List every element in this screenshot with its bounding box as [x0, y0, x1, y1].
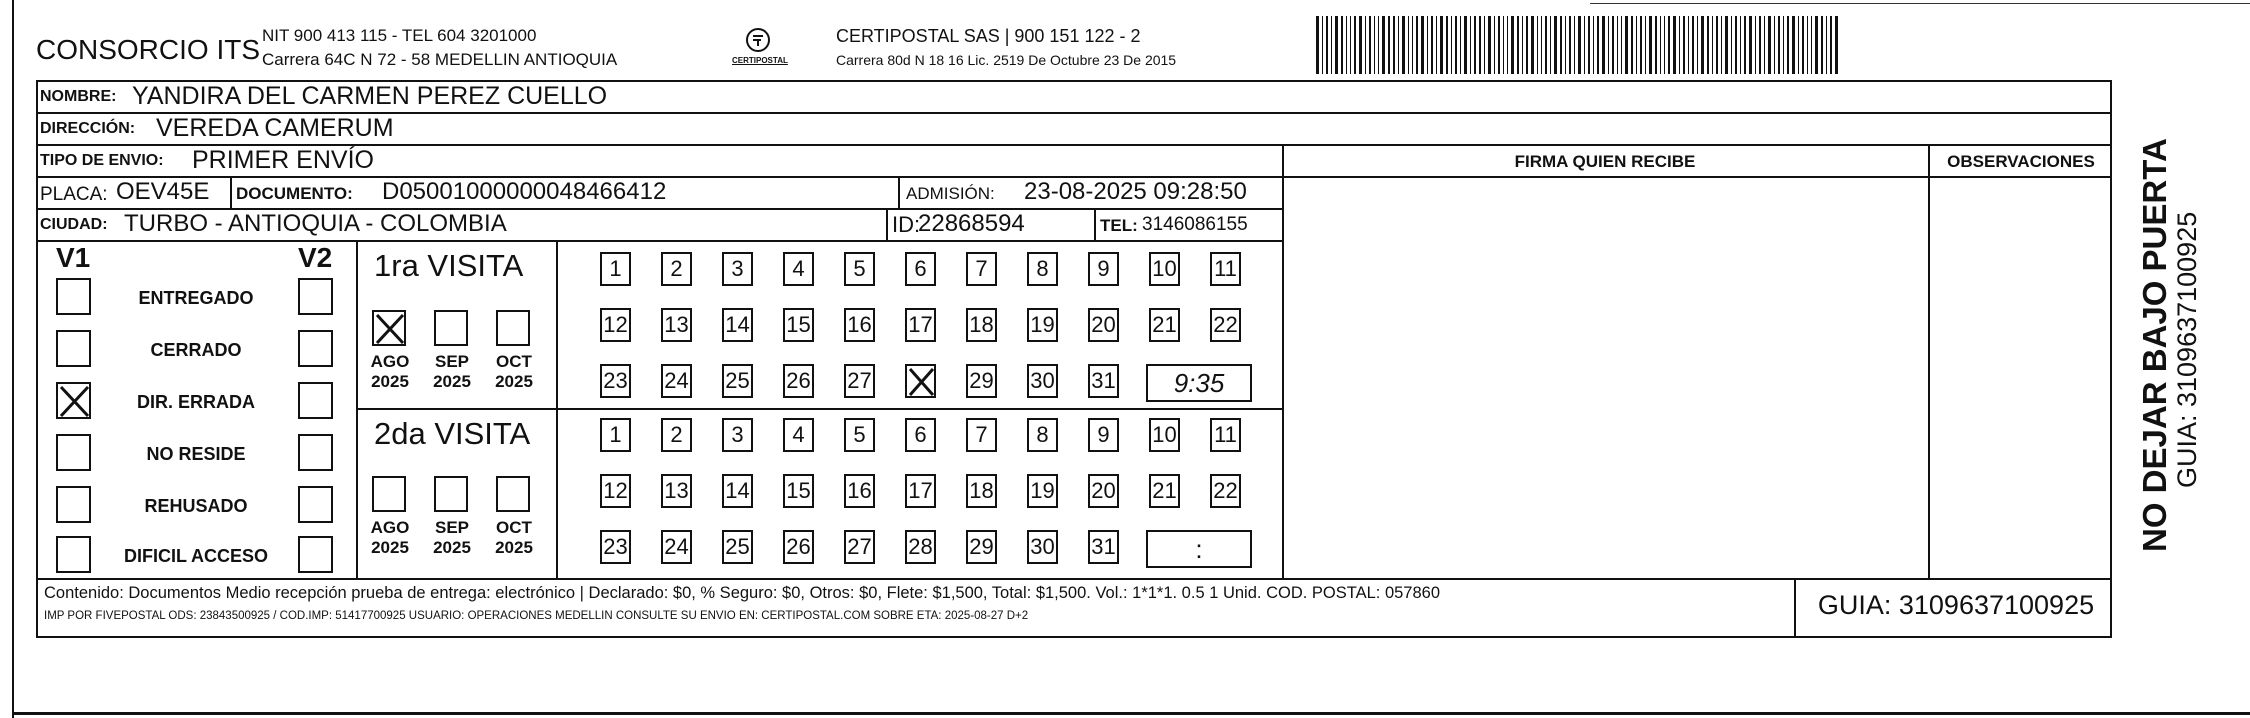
col-divider	[1794, 578, 1796, 638]
barcode-bar	[1412, 16, 1413, 74]
barcode-bar	[1440, 16, 1443, 74]
status-label: CERRADO	[150, 340, 242, 360]
barcode-bar	[1378, 16, 1379, 74]
status-label: NO RESIDE	[146, 444, 246, 464]
barcode-bar	[1679, 16, 1680, 74]
barcode-bar	[1494, 16, 1495, 74]
day-box-19[interactable]: 19	[1027, 474, 1058, 508]
month-checkbox-ago[interactable]	[372, 476, 406, 512]
day-box-23[interactable]: 23	[600, 530, 631, 564]
status-label: REHUSADO	[144, 496, 248, 516]
v1-checkbox[interactable]	[56, 330, 91, 367]
no-dejar-bajo-puerta: NO DEJAR BAJO PUERTA	[2136, 138, 2173, 552]
barcode-bar	[1464, 16, 1467, 74]
day-box-7[interactable]: 7	[966, 252, 997, 286]
v2-checkbox[interactable]	[298, 536, 333, 573]
certipostal-logo	[728, 26, 788, 70]
scan-top-edge	[1590, 3, 2250, 4]
barcode-bar	[1802, 16, 1804, 74]
barcode-bar	[1402, 16, 1405, 74]
barcode-bar	[1707, 16, 1709, 74]
v2-checkbox[interactable]	[298, 434, 333, 471]
month-checkbox-ago[interactable]	[372, 310, 406, 346]
barcode-bar	[1673, 16, 1676, 74]
day-box-4[interactable]: 4	[783, 252, 814, 286]
barcode-bar	[1815, 16, 1818, 74]
v1-checkbox[interactable]	[56, 382, 91, 419]
day-box-17[interactable]: 17	[905, 308, 936, 342]
barcode-bar	[1498, 16, 1500, 74]
day-box-6[interactable]: 6	[905, 418, 936, 452]
day-box-11[interactable]: 11	[1210, 418, 1241, 452]
day-box-26[interactable]: 26	[783, 530, 814, 564]
direccion-value: VEREDA CAMERUM	[156, 114, 394, 142]
barcode-bar	[1645, 16, 1646, 74]
barcode-bar	[1692, 16, 1694, 74]
barcode-bar	[1697, 16, 1698, 74]
month-label: SEP	[434, 352, 470, 371]
year-label: 2025	[433, 538, 471, 557]
year-label: 2025	[495, 372, 533, 391]
barcode-bar	[1655, 16, 1657, 74]
barcode-bar	[1608, 16, 1609, 74]
day-box-25[interactable]: 25	[722, 364, 753, 398]
month-label: AGO	[370, 352, 410, 371]
barcode-bar	[1574, 16, 1575, 74]
barcode-bar	[1759, 16, 1761, 74]
barcode-bar	[1768, 16, 1771, 74]
tipo-envio-label: TIPO DE ENVIO:	[40, 152, 164, 169]
barcode-bar	[1316, 16, 1319, 74]
v1-checkbox[interactable]	[56, 486, 91, 523]
barcode-bar	[1322, 16, 1323, 74]
barcode-bar	[1354, 16, 1356, 74]
barcode-bar	[1735, 16, 1737, 74]
barcode-bar	[1331, 16, 1332, 74]
company-nit: NIT 900 413 115 - TEL 604 3201000	[262, 26, 537, 45]
barcode-bar	[1503, 16, 1504, 74]
barcode-bar	[1421, 16, 1424, 74]
barcode-bar	[1725, 16, 1728, 74]
tipo-envio-value: PRIMER ENVÍO	[192, 146, 374, 174]
col-divider	[556, 240, 558, 578]
barcode-bar	[1660, 16, 1661, 74]
day-box-4[interactable]: 4	[783, 418, 814, 452]
observaciones-header: OBSERVACIONES	[1947, 152, 2095, 171]
barcode-bar	[1537, 16, 1538, 74]
day-box-11[interactable]: 11	[1210, 252, 1241, 286]
status-label: DIR. ERRADA	[136, 392, 255, 412]
nombre-label: NOMBRE:	[40, 88, 117, 105]
barcode-bar	[1631, 16, 1633, 74]
barcode-bar	[1382, 16, 1385, 74]
v2-checkbox[interactable]	[298, 486, 333, 523]
col-divider	[230, 176, 232, 208]
barcode-bar	[1565, 16, 1566, 74]
barcode-bar	[1365, 16, 1366, 74]
day-box-7[interactable]: 7	[966, 418, 997, 452]
day-box-25[interactable]: 25	[722, 530, 753, 564]
barcode-bar	[1388, 16, 1390, 74]
day-box-8[interactable]: 8	[1027, 252, 1058, 286]
barcode-bar	[1531, 16, 1534, 74]
barcode-bar	[1393, 16, 1395, 74]
barcode-bar	[1511, 16, 1514, 74]
day-box-5[interactable]: 5	[844, 252, 875, 286]
col-divider	[356, 240, 358, 578]
first-visit-title: 1ra VISITA	[374, 248, 524, 283]
footer-divider	[36, 578, 2112, 580]
direccion-label: DIRECCIÓN:	[40, 120, 136, 137]
ciudad-value: TURBO - ANTIOQUIA - COLOMBIA	[124, 210, 507, 237]
day-box-12[interactable]: 12	[600, 308, 631, 342]
barcode-bar	[1427, 16, 1428, 74]
month-checkbox-sep[interactable]	[434, 310, 468, 346]
status-label: ENTREGADO	[138, 288, 254, 308]
obs-divider	[1282, 176, 2112, 178]
row-divider	[36, 240, 1282, 242]
footer-content: Contenido: Documentos Medio recepción prueba de entrega: electrónico | Declarado: $0, % Seguro: $0, Otros: $0, Flete: $1,500, Total: $1,500. Vol.: 1*1*1. 0.5 1 Unid. COD. POSTAL: 057860	[44, 584, 1441, 602]
barcode-bar	[1398, 16, 1399, 74]
day-box-27[interactable]: 27	[844, 530, 875, 564]
day-box-6[interactable]: 6	[905, 252, 936, 286]
barcode-bar	[1460, 16, 1461, 74]
day-box-20[interactable]: 20	[1088, 474, 1119, 508]
day-box-16[interactable]: 16	[844, 474, 875, 508]
barcode-bar	[1664, 16, 1665, 74]
barcode-bar	[1526, 16, 1528, 74]
day-box-29[interactable]: 29	[966, 530, 997, 564]
time-box[interactable]: 9:35	[1146, 364, 1252, 402]
barcode-bar	[1446, 16, 1448, 74]
day-box-18[interactable]: 18	[966, 474, 997, 508]
day-box-10[interactable]: 10	[1149, 252, 1180, 286]
col-divider	[886, 208, 888, 240]
day-box-13[interactable]: 13	[661, 474, 692, 508]
id-label: ID:	[892, 212, 921, 237]
day-box-15[interactable]: 15	[783, 308, 814, 342]
logo-text: CERTIPOSTAL	[732, 56, 788, 65]
barcode-bar	[1522, 16, 1523, 74]
side-guia: GUIA: 3109637100925	[2172, 211, 2202, 488]
barcode-bar	[1835, 16, 1838, 74]
day-box-13[interactable]: 13	[661, 308, 692, 342]
tel-label: TEL:	[1100, 216, 1138, 235]
carrier-name: CERTIPOSTAL SAS | 900 151 122 - 2	[836, 26, 1141, 46]
barcode-bar	[1602, 16, 1605, 74]
day-box-3[interactable]: 3	[722, 252, 753, 286]
barcode-bar	[1668, 16, 1670, 74]
day-box-9[interactable]: 9	[1088, 252, 1119, 286]
status-label: DIFICIL ACCESO	[123, 546, 268, 566]
month-label: SEP	[434, 518, 470, 537]
year-label: 2025	[371, 372, 409, 391]
scan-left-edge	[12, 0, 14, 718]
barcode-bar	[1683, 16, 1685, 74]
day-box-5[interactable]: 5	[844, 418, 875, 452]
v1-checkbox[interactable]	[56, 434, 91, 471]
barcode-bar	[1470, 16, 1471, 74]
barcode-bar	[1369, 16, 1371, 74]
visit-divider	[356, 408, 1282, 410]
barcode-bar	[1436, 16, 1437, 74]
v1-checkbox[interactable]	[56, 278, 91, 315]
barcode-bar	[1792, 16, 1795, 74]
day-box-22[interactable]: 22	[1210, 474, 1241, 508]
barcode-bar	[1721, 16, 1722, 74]
v2-label: V2	[298, 242, 333, 273]
day-box-23[interactable]: 23	[600, 364, 631, 398]
year-label: 2025	[433, 372, 471, 391]
barcode-bar	[1783, 16, 1784, 74]
v1-checkbox[interactable]	[56, 536, 91, 573]
day-box-30[interactable]: 30	[1027, 364, 1058, 398]
barcode-bar	[1335, 16, 1338, 74]
barcode-bar	[1326, 16, 1328, 74]
day-box-8[interactable]: 8	[1027, 418, 1058, 452]
barcode-bar	[1517, 16, 1519, 74]
ciudad-label: CIUDAD:	[40, 216, 108, 233]
barcode-bar	[1408, 16, 1409, 74]
barcode-bar	[1350, 16, 1351, 74]
day-box-15[interactable]: 15	[783, 474, 814, 508]
month-checkbox-oct[interactable]	[496, 310, 530, 346]
barcode-bar	[1359, 16, 1362, 74]
barcode	[1316, 16, 1952, 74]
barcode-bar	[1346, 16, 1347, 74]
barcode-bar	[1755, 16, 1756, 74]
barcode-bar	[1416, 16, 1418, 74]
barcode-bar	[1826, 16, 1827, 74]
barcode-bar	[1744, 16, 1746, 74]
col-divider	[898, 176, 900, 208]
day-box-3[interactable]: 3	[722, 418, 753, 452]
col-divider	[1282, 144, 1284, 578]
barcode-bar	[1612, 16, 1614, 74]
barcode-bar	[1554, 16, 1557, 74]
barcode-bar	[1597, 16, 1599, 74]
barcode-bar	[1688, 16, 1689, 74]
day-box-28[interactable]	[905, 364, 936, 398]
day-box-1[interactable]: 1	[600, 252, 631, 286]
placa-value: OEV45E	[116, 178, 210, 205]
month-checkbox-oct[interactable]	[496, 476, 530, 512]
barcode-bar	[1774, 16, 1775, 74]
day-box-16[interactable]: 16	[844, 308, 875, 342]
footer-guia: GUIA: 3109637100925	[1817, 590, 2095, 620]
v2-checkbox[interactable]	[298, 330, 333, 367]
day-box-10[interactable]: 10	[1149, 418, 1180, 452]
barcode-bar	[1740, 16, 1741, 74]
v1-label: V1	[56, 242, 91, 273]
barcode-bar	[1593, 16, 1594, 74]
day-box-14[interactable]: 14	[722, 308, 753, 342]
barcode-bar	[1625, 16, 1628, 74]
barcode-bar	[1731, 16, 1732, 74]
barcode-bar	[1749, 16, 1752, 74]
barcode-bar	[1621, 16, 1622, 74]
v2-checkbox[interactable]	[298, 382, 333, 419]
barcode-bar	[1569, 16, 1571, 74]
barcode-bar	[1811, 16, 1812, 74]
day-box-12[interactable]: 12	[600, 474, 631, 508]
barcode-bar	[1830, 16, 1832, 74]
barcode-bar	[1649, 16, 1652, 74]
placa-label: PLACA:	[40, 184, 108, 205]
barcode-bar	[1550, 16, 1551, 74]
year-label: 2025	[371, 538, 409, 557]
day-box-20[interactable]: 20	[1088, 308, 1119, 342]
col-divider	[1094, 208, 1096, 240]
barcode-bar	[1578, 16, 1581, 74]
barcode-bar	[1488, 16, 1491, 74]
barcode-bar	[1584, 16, 1585, 74]
day-box-28[interactable]: 28	[905, 530, 936, 564]
day-box-31[interactable]: 31	[1088, 364, 1119, 398]
month-checkbox-sep[interactable]	[434, 476, 468, 512]
day-box-2[interactable]: 2	[661, 418, 692, 452]
barcode-bar	[1479, 16, 1481, 74]
day-box-21[interactable]: 21	[1149, 474, 1180, 508]
barcode-bar	[1545, 16, 1547, 74]
day-box-24[interactable]: 24	[661, 530, 692, 564]
barcode-bar	[1798, 16, 1799, 74]
barcode-bar	[1484, 16, 1485, 74]
day-box-9[interactable]: 9	[1088, 418, 1119, 452]
day-box-26[interactable]: 26	[783, 364, 814, 398]
barcode-bar	[1374, 16, 1375, 74]
day-box-29[interactable]: 29	[966, 364, 997, 398]
second-visit-title: 2da VISITA	[374, 416, 531, 451]
day-box-18[interactable]: 18	[966, 308, 997, 342]
barcode-bar	[1640, 16, 1642, 74]
barcode-bar	[1588, 16, 1590, 74]
barcode-bar	[1636, 16, 1637, 74]
day-box-14[interactable]: 14	[722, 474, 753, 508]
id-value: 22868594	[918, 210, 1025, 237]
day-box-2[interactable]: 2	[661, 252, 692, 286]
barcode-bar	[1716, 16, 1718, 74]
barcode-bar	[1712, 16, 1713, 74]
documento-label: DOCUMENTO:	[236, 184, 353, 203]
barcode-bar	[1617, 16, 1618, 74]
day-box-27[interactable]: 27	[844, 364, 875, 398]
day-box-22[interactable]: 22	[1210, 308, 1241, 342]
time-box[interactable]: :	[1146, 530, 1252, 568]
barcode-bar	[1560, 16, 1562, 74]
barcode-bar	[1451, 16, 1452, 74]
barcode-bar	[1455, 16, 1457, 74]
col-divider	[1928, 144, 1930, 578]
barcode-bar	[1507, 16, 1508, 74]
company-name: CONSORCIO ITS	[36, 34, 261, 65]
year-label: 2025	[495, 538, 533, 557]
barcode-bar	[1807, 16, 1808, 74]
v2-checkbox[interactable]	[298, 278, 333, 315]
day-box-1[interactable]: 1	[600, 418, 631, 452]
month-label: OCT	[496, 352, 532, 371]
barcode-bar	[1541, 16, 1542, 74]
barcode-bar	[1474, 16, 1476, 74]
nombre-value: YANDIRA DEL CARMEN PEREZ CUELLO	[132, 82, 608, 110]
day-box-21[interactable]: 21	[1149, 308, 1180, 342]
day-box-17[interactable]: 17	[905, 474, 936, 508]
barcode-bar	[1787, 16, 1789, 74]
scan-bottom-edge	[12, 712, 2250, 715]
firma-header: FIRMA QUIEN RECIBE	[1514, 152, 1696, 171]
tel-value: 3146086155	[1142, 214, 1248, 235]
barcode-bar	[1701, 16, 1704, 74]
barcode-bar	[1341, 16, 1343, 74]
day-box-30[interactable]: 30	[1027, 530, 1058, 564]
company-address: Carrera 64C N 72 - 58 MEDELLIN ANTIOQUIA	[262, 50, 618, 69]
admision-label: ADMISIÓN:	[906, 184, 995, 203]
carrier-address: Carrera 80d N 18 16 Lic. 2519 De Octubre 23 De 2015	[836, 52, 1177, 68]
barcode-bar	[1778, 16, 1780, 74]
footer-imp: IMP POR FIVEPOSTAL ODS: 23843500925 / COD.IMP: 51417700925 USUARIO: OPERACIONES MEDELLIN CONSULTE SU ENVIO EN: CERTIPOSTAL.COM SOBRE ETA: 2025-08-27 D+2	[44, 610, 1029, 622]
admision-value: 23-08-2025 09:28:50	[1024, 178, 1247, 205]
month-label: AGO	[370, 518, 410, 537]
day-box-19[interactable]: 19	[1027, 308, 1058, 342]
day-box-24[interactable]: 24	[661, 364, 692, 398]
documento-value: D05001000000048466412	[382, 178, 667, 205]
barcode-bar	[1764, 16, 1765, 74]
barcode-bar	[1431, 16, 1433, 74]
month-label: OCT	[496, 518, 532, 537]
barcode-bar	[1821, 16, 1823, 74]
day-box-31[interactable]: 31	[1088, 530, 1119, 564]
